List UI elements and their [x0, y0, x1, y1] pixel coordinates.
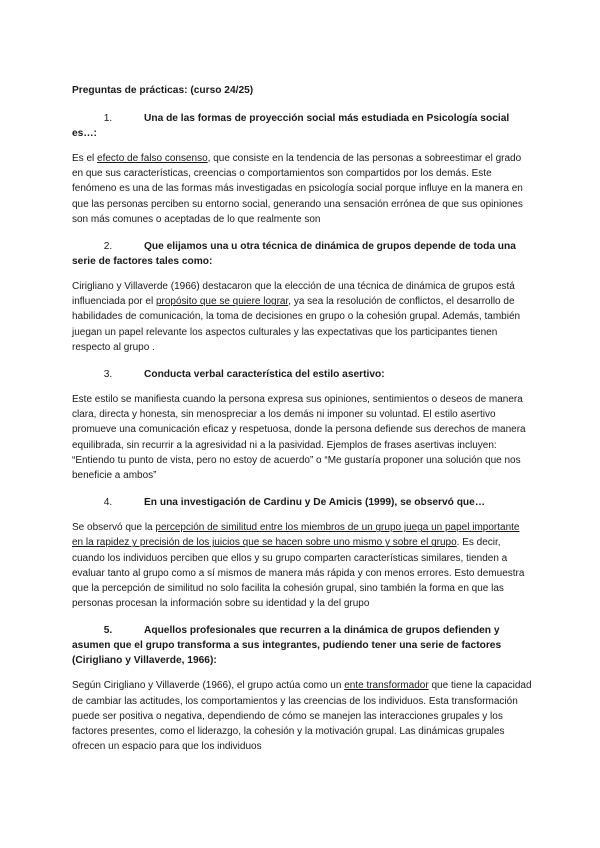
answer-text: . Es decir, cuando los individuos perciben que ellos y su grupo comparten características similares, tienden a evaluar tanto al grupo como a sí mismos de manera más rápida y con menos errores. Esto demuestra que la percepción de similitud no solo facilita la cohesión grupal, sino también la forma en que las personas procesan la información sobre su identidad y la del grupo	[72, 537, 525, 610]
document-page	[72, 84, 532, 766]
question-text: Conducta verbal característica del estilo asertivo:	[144, 369, 385, 381]
question-5	[72, 623, 532, 668]
question-number: 2.	[103, 241, 113, 253]
underlined-text: propósito que se quiere lograr	[155, 296, 289, 308]
question-text: Aquellos profesionales que recurren a la dinámica de grupos defienden y asumen que el grupo transforma a sus integrantes, pudiendo tener una serie de factores (Cirigliano y Villaverde, 1966):	[72, 625, 502, 667]
question-number: 4.	[103, 497, 113, 509]
question-text: En una investigación de Cardinu y De Amicis (1999), se observó que…	[144, 497, 486, 509]
question-number: 3.	[103, 369, 113, 381]
question-3	[72, 367, 532, 382]
answer-2	[72, 279, 532, 355]
answer-text: Según Cirigliano y Villaverde (1966), el grupo actúa como un	[72, 680, 345, 692]
underlined-text: percepción de similitud entre los miembros de un grupo juega un papel importante en la rapidez y precisión de los juicios que se hacen sobre uno mismo y sobre el grupo	[72, 522, 520, 549]
answer-text: que tiene la capacidad de cambiar las actitudes, los comportamientos y las creencias de los individuos. Esta transformación puede ser positiva o negativa, dependiendo de cómo se manejen las interacciones grupales y los factores presentes, como el liderazgo, la cohesión y la motivación grupal. Las dinámicas grupales ofrecen un espacio para que los individuos	[72, 680, 532, 753]
question-text: Una de las formas de proyección social más estudiada en Psicología social es…:	[72, 113, 510, 139]
question-text: Que elijamos una u otra técnica de dinámica de grupos depende de toda una serie de factores tales como:	[72, 241, 516, 268]
question-2	[72, 239, 532, 269]
page-title: Preguntas de prácticas: (curso 24/25)	[72, 85, 254, 96]
answer-text: Es el	[72, 153, 98, 164]
answer-text: Se observó que la	[72, 522, 156, 534]
answer-4	[72, 520, 532, 611]
question-4	[72, 495, 532, 510]
answer-text: Cirigliano y Villaverde (1966) destacaron que la elección de una técnica de dinámica de grupos está influenciada por el	[72, 281, 515, 308]
answer-text: Este estilo se manifiesta cuando la persona expresa sus opiniones, sentimientos o deseos de manera clara, directa y honesta, sin menospreciar a los demás ni imponer su voluntad. El estilo asertivo promueve una comunicación eficaz y respetuosa, donde la persona defiende sus derechos de manera equilibrada, sin recurrir a la agresividad ni a la pasividad. Ejemplos de frases asertivas incluyen: “Entiendo tu punto de vista, pero no estoy de acuerdo” o “Me gustaría proponer una solución que nos beneficie a ambos”	[72, 394, 526, 482]
answer-1	[72, 151, 532, 227]
answer-text: , ya sea la resolución de conflictos, el desarrollo de habilidades de comunicación, la toma de decisiones en grupo o la cohesión grupal. Además, también juegan un papel relevante los aspectos culturales y las expectativas que los participantes tienen respecto al grupo .	[72, 296, 521, 353]
underlined-text: ente transformador	[344, 680, 429, 692]
question-number: 1.	[103, 113, 113, 124]
underlined-text: efecto de falso consenso	[97, 153, 208, 164]
answer-3	[72, 392, 532, 483]
answer-5	[72, 678, 532, 754]
question-number: 5.	[103, 625, 113, 637]
question-1	[72, 111, 532, 141]
answer-text: , que consiste en la tendencia de las personas a sobreestimar el grado en que sus características, creencias o comportamientos son compartidos por los demás. Este fenómeno es una de las formas más investigadas en psicología social porque influye en la manera en que las personas perciben su entorno social, generando una sensación errónea de que sus opiniones son más comunes o aceptadas de lo que realmente son	[72, 153, 523, 225]
